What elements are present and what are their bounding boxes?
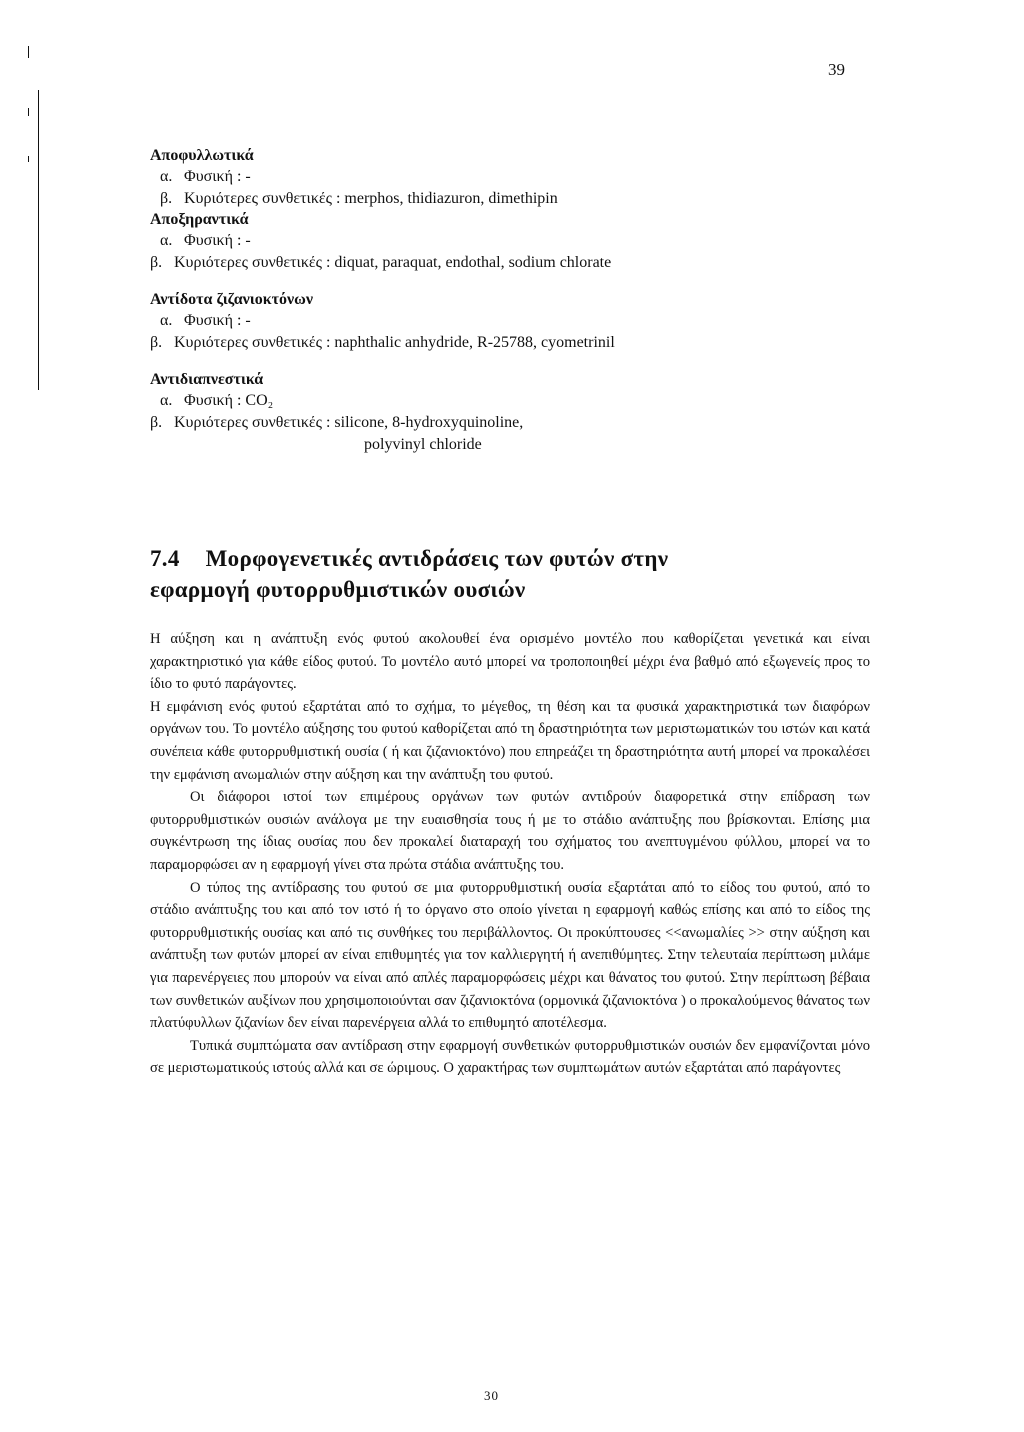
- category-item: [150, 252, 910, 274]
- item-marker: α.: [160, 168, 173, 185]
- section-number: 7.4: [150, 546, 180, 571]
- category-title: Αποξηραντικά: [150, 211, 249, 228]
- paragraph: Η αύξηση και η ανάπτυξη ενός φυτού ακολουθεί ένα ορισμένο μοντέλο που καθορίζεται γενετικά και είναι χαρακτηριστικό για κάθε είδος φυτού. Το μοντέλο αυτό μπορεί να τροποποιηθεί μέχρι ένα βαθμό από εξωγενείς προς το ίδιο το φυτό παράγοντες.: [150, 631, 870, 693]
- category-item: [150, 166, 910, 188]
- category-item: [150, 412, 910, 434]
- body-text: [150, 628, 870, 1080]
- item-text: Κυριότερες συνθετικές : merphos, thidiazuron, dimethipin: [184, 190, 558, 207]
- item-text: Φυσική : -: [184, 168, 251, 185]
- item-marker: β.: [150, 334, 163, 351]
- section-heading: [150, 543, 880, 605]
- section-title-line1: Μορφογενετικές αντιδράσεις των φυτών στην: [205, 546, 669, 571]
- page-number: 39: [828, 60, 845, 79]
- paragraph: Τυπικά συμπτώματα σαν αντίδραση στην εφαρμογή συνθετικών φυτορρυθμιστικών ουσιών δεν εμφανίζονται μόνο σε μεριστωματικούς ιστούς αλλά και σε ώριμους. Ο χαρακτήρας των συμπτωμάτων αυτών εξαρτάται από παράγοντες: [150, 1037, 870, 1077]
- item-marker: α.: [160, 312, 173, 329]
- item-text: Φυσική : -: [184, 232, 251, 249]
- item-marker: β.: [150, 254, 163, 271]
- category-title: Αποφυλλωτικά: [150, 147, 254, 164]
- item-marker: β.: [150, 414, 163, 431]
- item-marker: α.: [160, 232, 173, 249]
- item-marker: β.: [160, 190, 173, 207]
- category-block: [150, 290, 910, 354]
- item-text: Φυσική : CO₂: [184, 392, 274, 409]
- category-item: [150, 332, 910, 354]
- item-text: Κυριότερες συνθετικές : naphthalic anhydride, R-25788, cyometrinil: [174, 334, 615, 351]
- section-title-line2: εφαρμογή φυτορρυθμιστικών ουσιών: [150, 577, 526, 602]
- category-block: [150, 370, 910, 456]
- item-text: Κυριότερες συνθετικές : silicone, 8-hydroxyquinoline,: [174, 414, 524, 431]
- paragraph: Η εμφάνιση ενός φυτού εξαρτάται από το σχήμα, το μέγεθος, τη θέση και τα φυσικά χαρακτηριστικά των διαφόρων οργάνων του. Το μοντέλο αύξησης του φυτού καθορίζεται από τη δραστηριότητα των μεριστωματικών του ιστών και κατά συνέπεια κάθε φυτορρυθμιστική ουσία ( ή και ζιζανιοκτόνο) που επηρεάζει τη δραστηριότητα αυτή μπορεί να προκαλέσει την εμφάνιση ανωμαλιών στην αύξηση και την ανάπτυξη του φυτού.: [150, 698, 870, 783]
- category-item: [150, 230, 910, 252]
- category-block: [150, 210, 910, 274]
- category-title: Αντίδοτα ζιζανιοκτόνων: [150, 291, 313, 308]
- paragraph: Ο τύπος της αντίδρασης του φυτού σε μια φυτορρυθμιστική ουσία εξαρτάται από το είδος του φυτού, από το στάδιο ανάπτυξης του και από τον ιστό ή το όργανο στο οποίο γίνεται η εφαρμογή καθώς επίσης και από το είδος της φυτορρυθμιστικής ουσίας και από τις συνθήκες του περιβάλλοντος. Οι προκύπτουσες <<ανωμαλίες >> στην αύξηση και ανάπτυξη των φυτών μπορεί αν είναι επιθυμητές για τον καλλιεργητή ή ανεπιθύμητες. Στην τελευταία περίπτωση μιλάμε για παρενέργειες που μπορούν να είναι από απλές παραμορφώσεις μέχρι και θάνατος του φυτού. Στην περίπτωση βέβαια των συνθετικών αυξίνων που χρησιμοποιούνται σαν ζιζανιοκτόνα (ορμονικά ζιζανιοκτόνα ) ο προκαλούμενος θάνατος των πλατύφυλλων ζιζανίων δεν είναι παρενέργεια αλλά το επιθυμητό αποτέλεσμα.: [150, 879, 870, 1032]
- item-text: Κυριότερες συνθετικές : diquat, paraquat, endothal, sodium chlorate: [174, 254, 612, 271]
- category-item: [150, 310, 910, 332]
- item-text: Φυσική : -: [184, 312, 251, 329]
- category-block: [150, 146, 910, 210]
- bottom-page-number: 30: [484, 1388, 499, 1403]
- category-item: [150, 390, 910, 412]
- category-title: Αντιδιαπνεστικά: [150, 371, 264, 388]
- item-marker: α.: [160, 392, 173, 409]
- item-continuation-text: polyvinyl chloride: [364, 436, 482, 453]
- paragraph: Οι διάφοροι ιστοί των επιμέρους οργάνων των φυτών αντιδρούν διαφορετικά στην επίδραση των φυτορρυθμιστικών ουσιών ανάλογα με την ευαισθησία τους ή με το στάδιο ανάπτυξης που βρίσκονται. Επίσης μια συγκέντρωση της ίδιας ουσίας που δεν προκαλεί διαταραχή του σχήματος του ανεπτυγμένου φύλλου, μπορεί να το παραμορφώσει αν η εφαρμογή γίνει στα πρώτα στάδια ανάπτυξης του.: [150, 789, 870, 873]
- category-lists: [150, 146, 910, 456]
- category-item-continuation: [150, 434, 910, 456]
- category-item: [150, 188, 910, 210]
